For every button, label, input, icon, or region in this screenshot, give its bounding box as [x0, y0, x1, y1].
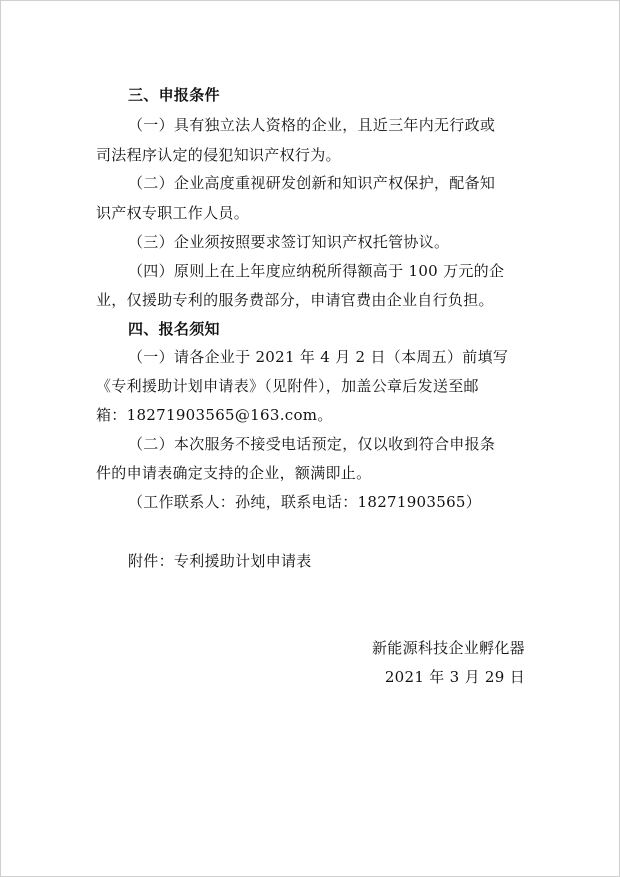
section4-item2-line2: 件的申请表确定支持的企业，额满即止。 — [96, 464, 372, 482]
section3-item1-line1: （一）具有独立法人资格的企业，且近三年内无行政或 — [128, 116, 496, 134]
section3-item2-line2: 识产权专职工作人员。 — [96, 204, 250, 222]
section4-item2-line1: （二）本次服务不接受电话预定，仅以收到符合申报条 — [128, 435, 496, 453]
section3-item3-line1: （三）企业须按照要求签订知识产权托管协议。 — [128, 233, 450, 251]
section4-item1-line1: （一）请各企业于 2021 年 4 月 2 日（本周五）前填写 — [128, 348, 509, 366]
signature-date: 2021 年 3 月 29 日 — [384, 668, 525, 686]
contact-line: （工作联系人：孙纯，联系电话：18271903565） — [128, 493, 482, 511]
section3-item4-line2: 业，仅援助专利的服务费部分，申请官费由企业自行负担。 — [96, 291, 494, 309]
section4-heading: 四、报名须知 — [128, 320, 220, 338]
section3-item2-line1: （二）企业高度重视研发创新和知识产权保护，配备知 — [128, 174, 496, 192]
section4-item1-line3: 箱：18271903565@163.com。 — [96, 406, 333, 424]
section3-item4-line1: （四）原则上在上年度应纳税所得额高于 100 万元的企 — [128, 262, 505, 280]
section4-item1-line2: 《专利援助计划申请表》（见附件），加盖公章后发送至邮 — [96, 377, 479, 395]
section3-item1-line2: 司法程序认定的侵犯知识产权行为。 — [96, 146, 341, 164]
signature-org: 新能源科技企业孵化器 — [371, 639, 525, 657]
section3-heading: 三、申报条件 — [128, 86, 220, 104]
attachment-line: 附件：专利援助计划申请表 — [128, 552, 312, 570]
